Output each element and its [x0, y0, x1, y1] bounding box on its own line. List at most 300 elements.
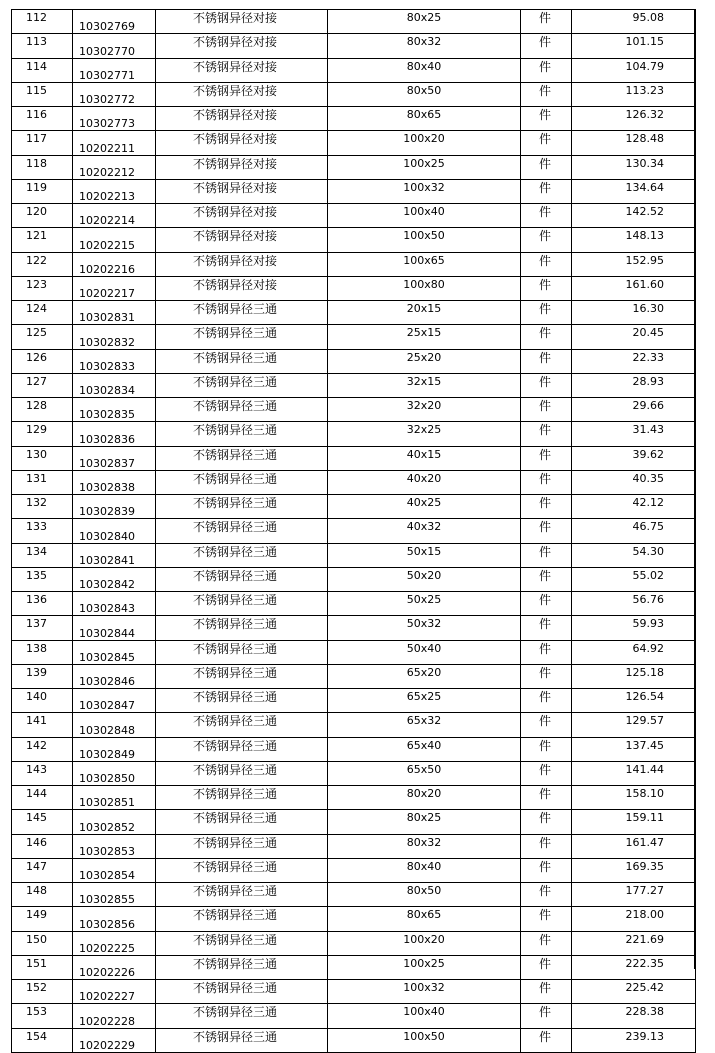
item-price-cell: 56.76 [572, 592, 696, 616]
item-code-cell: 10302831 [73, 301, 156, 325]
item-unit-cell: 件 [521, 349, 572, 373]
table-row [12, 34, 696, 58]
item-price-cell: 222.35 [572, 955, 696, 979]
table-row [12, 567, 696, 591]
table-row [12, 543, 696, 567]
item-price-cell: 125.18 [572, 664, 696, 688]
item-unit-cell: 件 [521, 58, 572, 82]
item-price-cell: 137.45 [572, 737, 696, 761]
item-name-cell: 不锈钢异径三通 [156, 301, 328, 325]
item-price-cell: 152.95 [572, 252, 696, 276]
item-name-cell: 不锈钢异径对接 [156, 10, 328, 34]
item-spec-cell: 80x25 [328, 810, 521, 834]
table-row [12, 446, 696, 470]
item-name-cell: 不锈钢异径三通 [156, 567, 328, 591]
item-unit-cell: 件 [521, 228, 572, 252]
item-price-cell: 161.60 [572, 276, 696, 300]
item-code-cell: 10302853 [73, 834, 156, 858]
item-spec-cell: 50x15 [328, 543, 521, 567]
table-row [12, 592, 696, 616]
item-unit-cell: 件 [521, 82, 572, 106]
item-price-cell: 104.79 [572, 58, 696, 82]
row-index-cell: 140 [12, 689, 73, 713]
item-spec-cell: 40x20 [328, 470, 521, 494]
item-code-cell: 10302842 [73, 567, 156, 591]
item-name-cell: 不锈钢异径三通 [156, 713, 328, 737]
row-index-cell: 128 [12, 398, 73, 422]
item-name-cell: 不锈钢异径对接 [156, 58, 328, 82]
item-spec-cell: 32x15 [328, 373, 521, 397]
table-row [12, 155, 696, 179]
item-code-cell: 10302851 [73, 786, 156, 810]
item-code-cell: 10302844 [73, 616, 156, 640]
item-name-cell: 不锈钢异径对接 [156, 252, 328, 276]
row-index-cell: 150 [12, 931, 73, 955]
item-unit-cell: 件 [521, 907, 572, 931]
item-spec-cell: 80x20 [328, 786, 521, 810]
item-code-cell: 10202215 [73, 228, 156, 252]
item-price-cell: 31.43 [572, 422, 696, 446]
item-name-cell: 不锈钢异径三通 [156, 543, 328, 567]
item-name-cell: 不锈钢异径对接 [156, 228, 328, 252]
item-price-cell: 126.32 [572, 107, 696, 131]
row-index-cell: 113 [12, 34, 73, 58]
item-name-cell: 不锈钢异径三通 [156, 495, 328, 519]
item-name-cell: 不锈钢异径三通 [156, 955, 328, 979]
item-unit-cell: 件 [521, 713, 572, 737]
item-unit-cell: 件 [521, 301, 572, 325]
table-row [12, 858, 696, 882]
item-spec-cell: 25x15 [328, 325, 521, 349]
item-spec-cell: 50x25 [328, 592, 521, 616]
item-spec-cell: 80x65 [328, 107, 521, 131]
item-unit-cell: 件 [521, 252, 572, 276]
table-row [12, 519, 696, 543]
item-unit-cell: 件 [521, 664, 572, 688]
row-index-cell: 129 [12, 422, 73, 446]
item-unit-cell: 件 [521, 1028, 572, 1052]
item-code-cell: 10302770 [73, 34, 156, 58]
item-price-cell: 42.12 [572, 495, 696, 519]
table-row [12, 373, 696, 397]
table-row [12, 1004, 696, 1028]
item-unit-cell: 件 [521, 858, 572, 882]
item-price-cell: 218.00 [572, 907, 696, 931]
item-price-cell: 134.64 [572, 179, 696, 203]
item-code-cell: 10302843 [73, 592, 156, 616]
item-price-cell: 40.35 [572, 470, 696, 494]
item-price-cell: 20.45 [572, 325, 696, 349]
item-unit-cell: 件 [521, 155, 572, 179]
item-spec-cell: 100x20 [328, 131, 521, 155]
item-code-cell: 10302838 [73, 470, 156, 494]
item-unit-cell: 件 [521, 737, 572, 761]
item-spec-cell: 100x25 [328, 955, 521, 979]
item-name-cell: 不锈钢异径三通 [156, 470, 328, 494]
item-spec-cell: 100x25 [328, 155, 521, 179]
item-code-cell: 10302772 [73, 82, 156, 106]
table-row [12, 495, 696, 519]
item-unit-cell: 件 [521, 616, 572, 640]
item-spec-cell: 32x20 [328, 398, 521, 422]
price-table [11, 9, 696, 1053]
table-row [12, 179, 696, 203]
item-price-cell: 55.02 [572, 567, 696, 591]
item-unit-cell: 件 [521, 34, 572, 58]
item-name-cell: 不锈钢异径三通 [156, 616, 328, 640]
item-spec-cell: 25x20 [328, 349, 521, 373]
item-price-cell: 126.54 [572, 689, 696, 713]
item-spec-cell: 100x32 [328, 179, 521, 203]
row-index-cell: 146 [12, 834, 73, 858]
row-index-cell: 148 [12, 883, 73, 907]
item-code-cell: 10202214 [73, 204, 156, 228]
item-unit-cell: 件 [521, 373, 572, 397]
item-name-cell: 不锈钢异径三通 [156, 689, 328, 713]
row-index-cell: 124 [12, 301, 73, 325]
price-table-container [11, 9, 696, 1053]
item-spec-cell: 100x80 [328, 276, 521, 300]
table-row [12, 883, 696, 907]
item-unit-cell: 件 [521, 786, 572, 810]
row-index-cell: 127 [12, 373, 73, 397]
row-index-cell: 119 [12, 179, 73, 203]
item-spec-cell: 100x50 [328, 1028, 521, 1052]
item-code-cell: 10302769 [73, 10, 156, 34]
row-index-cell: 151 [12, 955, 73, 979]
item-name-cell: 不锈钢异径对接 [156, 131, 328, 155]
item-unit-cell: 件 [521, 834, 572, 858]
item-spec-cell: 80x40 [328, 858, 521, 882]
item-spec-cell: 50x20 [328, 567, 521, 591]
table-row [12, 470, 696, 494]
item-spec-cell: 40x25 [328, 495, 521, 519]
table-row [12, 228, 696, 252]
item-code-cell: 10302839 [73, 495, 156, 519]
item-spec-cell: 100x40 [328, 204, 521, 228]
item-code-cell: 10302855 [73, 883, 156, 907]
price-table-body [12, 10, 696, 1053]
item-code-cell: 10202217 [73, 276, 156, 300]
item-price-cell: 159.11 [572, 810, 696, 834]
item-name-cell: 不锈钢异径三通 [156, 761, 328, 785]
item-spec-cell: 100x40 [328, 1004, 521, 1028]
item-price-cell: 28.93 [572, 373, 696, 397]
item-code-cell: 10302845 [73, 640, 156, 664]
row-index-cell: 132 [12, 495, 73, 519]
item-unit-cell: 件 [521, 761, 572, 785]
row-index-cell: 153 [12, 1004, 73, 1028]
table-row [12, 980, 696, 1004]
item-spec-cell: 100x65 [328, 252, 521, 276]
table-row [12, 786, 696, 810]
row-index-cell: 142 [12, 737, 73, 761]
row-index-cell: 154 [12, 1028, 73, 1052]
row-index-cell: 126 [12, 349, 73, 373]
item-price-cell: 169.35 [572, 858, 696, 882]
item-spec-cell: 80x40 [328, 58, 521, 82]
item-code-cell: 10302856 [73, 907, 156, 931]
item-name-cell: 不锈钢异径三通 [156, 373, 328, 397]
row-index-cell: 117 [12, 131, 73, 155]
table-row [12, 834, 696, 858]
row-index-cell: 137 [12, 616, 73, 640]
row-index-cell: 114 [12, 58, 73, 82]
row-index-cell: 144 [12, 786, 73, 810]
row-index-cell: 135 [12, 567, 73, 591]
item-price-cell: 221.69 [572, 931, 696, 955]
item-name-cell: 不锈钢异径三通 [156, 907, 328, 931]
table-row [12, 907, 696, 931]
item-price-cell: 64.92 [572, 640, 696, 664]
item-code-cell: 10202229 [73, 1028, 156, 1052]
item-spec-cell: 50x32 [328, 616, 521, 640]
table-row [12, 616, 696, 640]
table-row [12, 349, 696, 373]
table-row [12, 955, 696, 979]
table-row [12, 810, 696, 834]
item-name-cell: 不锈钢异径三通 [156, 786, 328, 810]
item-unit-cell: 件 [521, 931, 572, 955]
item-unit-cell: 件 [521, 980, 572, 1004]
item-unit-cell: 件 [521, 883, 572, 907]
item-name-cell: 不锈钢异径三通 [156, 446, 328, 470]
item-unit-cell: 件 [521, 519, 572, 543]
item-unit-cell: 件 [521, 398, 572, 422]
item-code-cell: 10302837 [73, 446, 156, 470]
item-unit-cell: 件 [521, 276, 572, 300]
table-row [12, 737, 696, 761]
item-price-cell: 225.42 [572, 980, 696, 1004]
item-unit-cell: 件 [521, 107, 572, 131]
item-name-cell: 不锈钢异径三通 [156, 398, 328, 422]
row-index-cell: 120 [12, 204, 73, 228]
item-price-cell: 129.57 [572, 713, 696, 737]
item-unit-cell: 件 [521, 955, 572, 979]
item-name-cell: 不锈钢异径对接 [156, 276, 328, 300]
row-index-cell: 118 [12, 155, 73, 179]
item-price-cell: 128.48 [572, 131, 696, 155]
row-index-cell: 122 [12, 252, 73, 276]
row-index-cell: 116 [12, 107, 73, 131]
table-row [12, 58, 696, 82]
item-price-cell: 54.30 [572, 543, 696, 567]
item-name-cell: 不锈钢异径三通 [156, 1004, 328, 1028]
table-row [12, 301, 696, 325]
item-code-cell: 10302773 [73, 107, 156, 131]
item-price-cell: 130.34 [572, 155, 696, 179]
table-row [12, 276, 696, 300]
item-name-cell: 不锈钢异径三通 [156, 737, 328, 761]
row-index-cell: 145 [12, 810, 73, 834]
item-code-cell: 10302836 [73, 422, 156, 446]
item-code-cell: 10202211 [73, 131, 156, 155]
item-code-cell: 10302850 [73, 761, 156, 785]
item-price-cell: 113.23 [572, 82, 696, 106]
item-name-cell: 不锈钢异径三通 [156, 519, 328, 543]
item-name-cell: 不锈钢异径对接 [156, 155, 328, 179]
item-price-cell: 228.38 [572, 1004, 696, 1028]
item-code-cell: 10302832 [73, 325, 156, 349]
item-code-cell: 10302846 [73, 664, 156, 688]
table-row [12, 931, 696, 955]
row-index-cell: 131 [12, 470, 73, 494]
item-name-cell: 不锈钢异径三通 [156, 980, 328, 1004]
item-name-cell: 不锈钢异径对接 [156, 204, 328, 228]
item-price-cell: 161.47 [572, 834, 696, 858]
item-name-cell: 不锈钢异径三通 [156, 349, 328, 373]
item-code-cell: 10202227 [73, 980, 156, 1004]
item-name-cell: 不锈钢异径三通 [156, 664, 328, 688]
item-spec-cell: 65x32 [328, 713, 521, 737]
row-index-cell: 112 [12, 10, 73, 34]
item-spec-cell: 40x15 [328, 446, 521, 470]
row-index-cell: 125 [12, 325, 73, 349]
item-code-cell: 10202213 [73, 179, 156, 203]
item-spec-cell: 100x20 [328, 931, 521, 955]
item-name-cell: 不锈钢异径三通 [156, 858, 328, 882]
item-code-cell: 10302848 [73, 713, 156, 737]
item-price-cell: 16.30 [572, 301, 696, 325]
table-row [12, 252, 696, 276]
item-name-cell: 不锈钢异径三通 [156, 1028, 328, 1052]
item-unit-cell: 件 [521, 810, 572, 834]
item-name-cell: 不锈钢异径三通 [156, 834, 328, 858]
item-spec-cell: 80x50 [328, 82, 521, 106]
row-index-cell: 121 [12, 228, 73, 252]
row-index-cell: 138 [12, 640, 73, 664]
item-code-cell: 10302835 [73, 398, 156, 422]
item-price-cell: 101.15 [572, 34, 696, 58]
item-spec-cell: 65x25 [328, 689, 521, 713]
item-name-cell: 不锈钢异径三通 [156, 422, 328, 446]
table-row [12, 713, 696, 737]
item-unit-cell: 件 [521, 422, 572, 446]
row-index-cell: 136 [12, 592, 73, 616]
item-price-cell: 46.75 [572, 519, 696, 543]
item-spec-cell: 100x50 [328, 228, 521, 252]
page-right-border [694, 9, 695, 969]
item-price-cell: 142.52 [572, 204, 696, 228]
item-name-cell: 不锈钢异径三通 [156, 640, 328, 664]
row-index-cell: 149 [12, 907, 73, 931]
item-price-cell: 141.44 [572, 761, 696, 785]
table-row [12, 107, 696, 131]
item-name-cell: 不锈钢异径对接 [156, 34, 328, 58]
item-spec-cell: 32x25 [328, 422, 521, 446]
item-unit-cell: 件 [521, 495, 572, 519]
item-code-cell: 10202212 [73, 155, 156, 179]
item-name-cell: 不锈钢异径对接 [156, 82, 328, 106]
table-row [12, 131, 696, 155]
item-unit-cell: 件 [521, 131, 572, 155]
item-unit-cell: 件 [521, 10, 572, 34]
item-code-cell: 10302849 [73, 737, 156, 761]
item-unit-cell: 件 [521, 325, 572, 349]
table-row [12, 398, 696, 422]
item-unit-cell: 件 [521, 640, 572, 664]
item-price-cell: 148.13 [572, 228, 696, 252]
item-price-cell: 158.10 [572, 786, 696, 810]
item-name-cell: 不锈钢异径三通 [156, 810, 328, 834]
table-row [12, 325, 696, 349]
item-spec-cell: 80x65 [328, 907, 521, 931]
item-price-cell: 39.62 [572, 446, 696, 470]
item-name-cell: 不锈钢异径三通 [156, 883, 328, 907]
item-code-cell: 10202226 [73, 955, 156, 979]
item-unit-cell: 件 [521, 470, 572, 494]
item-price-cell: 95.08 [572, 10, 696, 34]
item-price-cell: 29.66 [572, 398, 696, 422]
item-code-cell: 10302841 [73, 543, 156, 567]
table-row [12, 640, 696, 664]
item-spec-cell: 20x15 [328, 301, 521, 325]
item-code-cell: 10302854 [73, 858, 156, 882]
table-row [12, 82, 696, 106]
item-spec-cell: 80x25 [328, 10, 521, 34]
item-price-cell: 177.27 [572, 883, 696, 907]
item-unit-cell: 件 [521, 1004, 572, 1028]
item-spec-cell: 80x32 [328, 34, 521, 58]
item-code-cell: 10302847 [73, 689, 156, 713]
row-index-cell: 134 [12, 543, 73, 567]
item-unit-cell: 件 [521, 543, 572, 567]
row-index-cell: 115 [12, 82, 73, 106]
item-code-cell: 10302771 [73, 58, 156, 82]
row-index-cell: 123 [12, 276, 73, 300]
item-unit-cell: 件 [521, 204, 572, 228]
row-index-cell: 130 [12, 446, 73, 470]
row-index-cell: 141 [12, 713, 73, 737]
row-index-cell: 139 [12, 664, 73, 688]
item-spec-cell: 100x32 [328, 980, 521, 1004]
item-spec-cell: 40x32 [328, 519, 521, 543]
row-index-cell: 147 [12, 858, 73, 882]
table-row [12, 1028, 696, 1052]
item-spec-cell: 65x20 [328, 664, 521, 688]
item-code-cell: 10202225 [73, 931, 156, 955]
item-unit-cell: 件 [521, 446, 572, 470]
row-index-cell: 133 [12, 519, 73, 543]
item-price-cell: 22.33 [572, 349, 696, 373]
row-index-cell: 152 [12, 980, 73, 1004]
table-row [12, 422, 696, 446]
item-price-cell: 59.93 [572, 616, 696, 640]
item-code-cell: 10302834 [73, 373, 156, 397]
item-spec-cell: 80x32 [328, 834, 521, 858]
item-spec-cell: 65x50 [328, 761, 521, 785]
item-code-cell: 10202216 [73, 252, 156, 276]
table-row [12, 10, 696, 34]
item-code-cell: 10302852 [73, 810, 156, 834]
item-name-cell: 不锈钢异径对接 [156, 107, 328, 131]
table-row [12, 761, 696, 785]
row-index-cell: 143 [12, 761, 73, 785]
table-row [12, 664, 696, 688]
item-spec-cell: 50x40 [328, 640, 521, 664]
item-name-cell: 不锈钢异径三通 [156, 931, 328, 955]
item-unit-cell: 件 [521, 567, 572, 591]
item-name-cell: 不锈钢异径三通 [156, 325, 328, 349]
table-row [12, 689, 696, 713]
item-name-cell: 不锈钢异径三通 [156, 592, 328, 616]
item-spec-cell: 80x50 [328, 883, 521, 907]
item-unit-cell: 件 [521, 592, 572, 616]
table-row [12, 204, 696, 228]
item-code-cell: 10302840 [73, 519, 156, 543]
item-code-cell: 10302833 [73, 349, 156, 373]
item-spec-cell: 65x40 [328, 737, 521, 761]
